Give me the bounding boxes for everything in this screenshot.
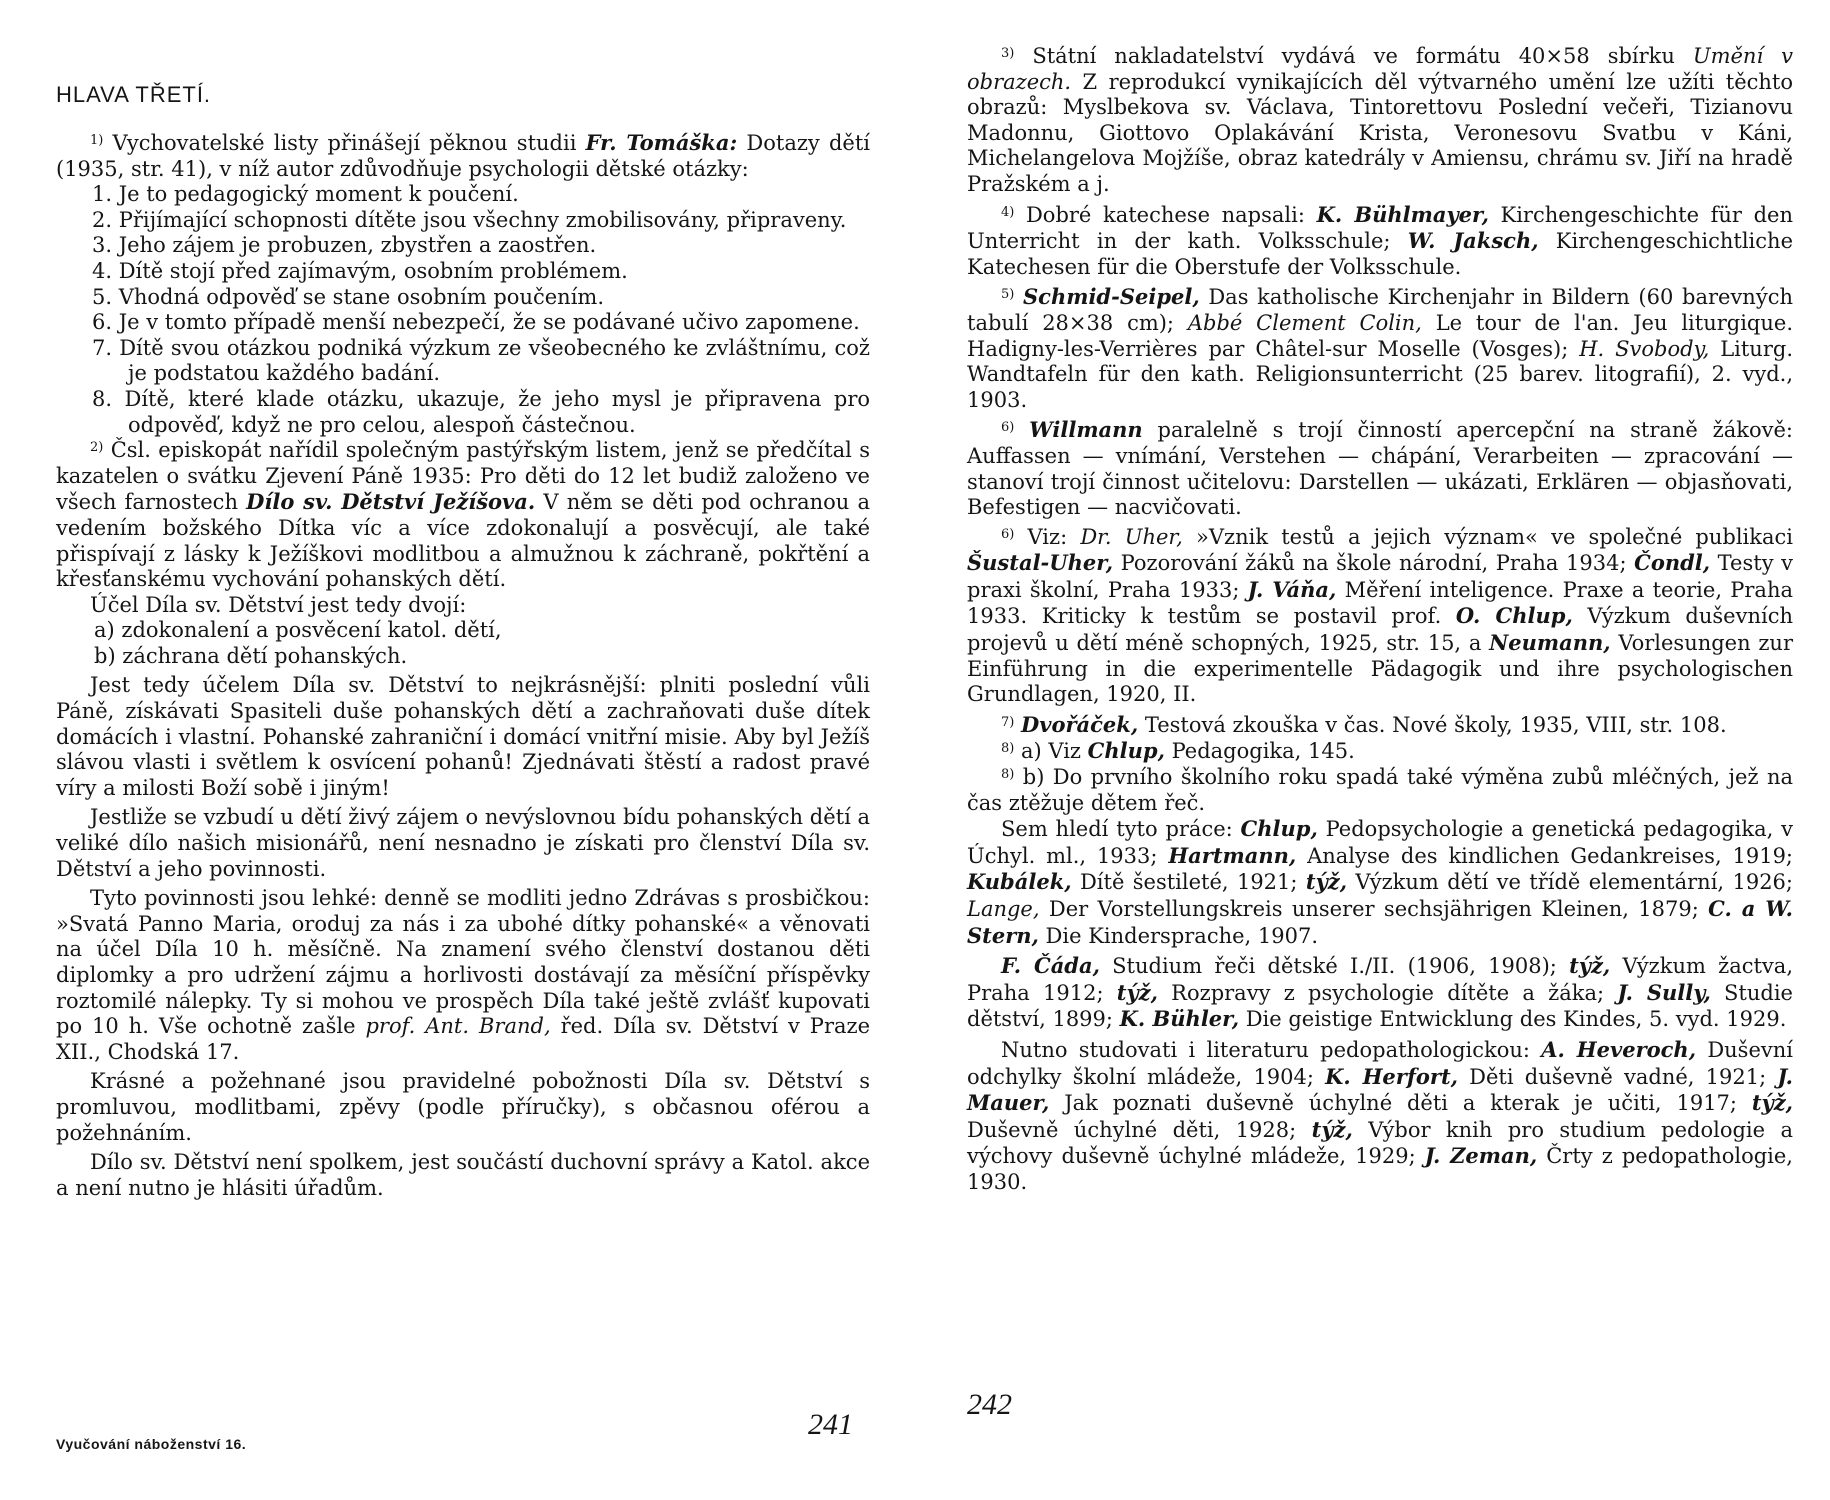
author-name: F. Čáda, [1001,953,1100,979]
numbered-list [56,182,870,438]
footnote-4: $^{4)}$ Dobré katechese napsali: K. Bühlmayer, Kirchengeschichte für den Unterricht in der kath. Volksschule; W. Jaksch, Kirchengeschichtliche Katechesen für die Oberstufe der Volksschule. [967,201,1793,279]
author-name: H. Svobody, [1579,336,1710,361]
author-name: K. Bühler, [1119,1006,1240,1032]
author-name: J. Sully, [1617,979,1711,1005]
footnote-mark: 5) [1001,287,1015,303]
work-title: Umění v obrazech. [967,44,1793,94]
list-item: 3. Jeho zájem je probuzen, zbystřen a zaostřen. [92,233,597,258]
list-item: 5. Vhodná odpověď se stane osobním poučením. [92,284,604,309]
list-item: a) zdokonalení a posvěcení katol. dětí, [94,618,502,643]
footnote-mark: 7) [1001,714,1015,730]
footnote-7: $^{7)}$ Dvořáček, Testová zkouška v čas. Nové školy, 1935, VIII, str. 108. [1001,711,1727,737]
list-item: 2. Přijímající schopnosti dítěte jsou všechny zmobilisovány, připraveny. [92,207,847,232]
author-name: O. Chlup, [1455,603,1573,629]
author-name: Neumann, [1489,630,1611,656]
paragraph-jest: Jest tedy účelem Díla sv. Dětství to nejkrásnější: plniti poslední vůli Páně, získávati Spasiteli duše pohanských dětí a zachraňovati duše dítek domácích i vlastní. Pohanské zahraniční i domácí vnitřní misie. Aby byl Ježíš slávou vlasti i světlem k osvícení pohanů! Zjednávati štěstí a radost pravé víry a milosti Boží sobě i jiným! [56,673,870,800]
author-name: A. Heveroch, [1541,1036,1697,1062]
list-item: 4. Dítě stojí před zajímavým, osobním problémem. [92,258,628,283]
footnote-8b: $^{8)}$ b) Do prvního školního roku spadá také výměna zubů mléčných, jež na čas ztěžuje dětem řeč. [967,765,1793,815]
author-name: J. Zeman, [1424,1143,1538,1169]
list-item: 1. Je to pedagogický moment k poučení. [92,182,519,207]
footnote-mark: 2) [90,440,104,456]
author-name: Kubálek, [967,869,1072,895]
page-number: 241 [808,1408,853,1441]
paragraph-dilo: Dílo sv. Dětství není spolkem, jest součástí duchovní správy a Katol. akce a není nutno je hlásiti úřadům. [56,1150,870,1200]
author-name: Dr. Uher, [1080,524,1183,549]
author-name: J. Váňa, [1247,576,1337,602]
footnote-6a: $^{6)}$ Willmann paralelně s trojí činností apercepční na straně žákově: Auffassen — vnímání, Verstehen — chápání, Verarbeiten — zpracování — stanoví trojí činnost učitelovu: Darstellen — ukázati, Erklären — objasňovati, Befestigen — nacvičovati. [967,417,1793,520]
author-name: Willmann [1029,417,1143,443]
paragraph-krasne: Krásné a požehnané jsou pravidelné pobožnosti Díla sv. Dětství s promluvou, modlitbami, zpěvy (podle příručky), s občasnou oférou a požehnáním. [56,1069,870,1145]
paragraph-tyto: Tyto povinnosti jsou lehké: denně se modliti jedno Zdrávas s prosbičkou: »Svatá Panno Maria, oroduj za nás i za ubohé dítky pohanské« a věnovati na účel Díla 10 h. měsíčně. Na znamení svého členství dostanou děti diplomky a pro udržení zájmu a horlivosti dostávají za měsíční příspěvky roztomilé nálepky. Ty si mohou ve prospěch Díla také ještě zvlášť kupovati po 10 h. Vše ochotně zašle prof. Ant. Brand, řed. Díla sv. Dětství v Praze XII., Chodská 17. [56,886,870,1064]
paragraph-jestlize: Jestliže se vzbudí u dětí živý zájem o nevýslovnou bídu pohanských dětí a veliké dílo našich misionářů, není nesnadno je získati pro členství Díla sv. Dětství a jeho povinnosti. [56,805,870,881]
footnote-mark: 1) [90,133,104,148]
chapter-heading: HLAVA TŘETÍ. [56,82,212,107]
work-title: Dílo sv. Dětství Ježíšova. [246,489,536,515]
page-number: 242 [967,1388,1012,1421]
footnote-2: $^{2)}$ Čsl. episkopát nařídil společným pastýřským listem, jenž se předčítal s kazatelen o svátku Zjevení Páně 1935: Pro děti do 12 let budiž založeno ve všech farnostech Dílo sv. Dětství Ježíšova. V něm se děti pod ochranou a vedením božského Dítka víc a více zdokonalují a posvěcují, ale také přispívají z lásky k Ježíškovi modlitbou a almužnou k záchraně, pokřtění a křesťanskému vychování pohanských dětí. [56,438,870,592]
author-name: Fr. Tomáška: [585,130,738,155]
paragraph-sem: Sem hledí tyto práce: Chlup, Pedopsychologie a genetická pedagogika, v Úchyl. ml., 1933; Hartmann, Analyse des kindlichen Gedankreises, 1919; Kubálek, Dítě šestileté, 1921; týž, Výzkum dětí ve třídě elementární, 1926; Lange, Der Vorstellungskreis unserer sechsjährigen Kleinen, 1879; C. a W. Stern, Die Kindersprache, 1907. [967,816,1794,948]
paragraph-nutno: Nutno studovati i literaturu pedopathologickou: A. Heveroch, Duševní odchylky školní mládeže, 1904; K. Herfort, Děti duševně vadné, 1921; J. Mauer, Jak poznati duševně úchylné děti a kterak je učiti, 1917; týž, Duševně úchylné děti, 1928; týž, Výbor knih pro studium pedologie a výchovy duševně úchylné mládeže, 1929; J. Zeman, Črty z pedopathologie, 1930. [967,1036,1793,1194]
footnote-8a: $^{8)}$ a) Viz Chlup, Pedagogika, 145. [1001,738,1355,764]
author-name: týž, [1305,869,1348,895]
author-name: týž, [1569,953,1611,979]
footnote-mark: 8) [1001,741,1015,757]
author-name: týž, [1311,1116,1353,1142]
footnote-mark: 6) [1001,526,1015,542]
list-item: b) záchrana dětí pohanských. [94,643,408,668]
author-name: K. Herfort, [1325,1063,1458,1089]
footnote-5: $^{5)}$ Schmid-Seipel, Das katholische Kirchenjahr in Bildern (60 barevných tabulí 28×38 cm); Abbé Clement Colin, Le tour de l'an. Jeu liturgique. Hadigny-les-Verrières par Châtel-sur Moselle (Vosges); H. Svobody, Liturg. Wandtafeln für den kath. Religionsunterricht (25 barev. litografií), 2. vyd., 1903. [967,284,1793,412]
paragraph-cada: F. Čáda, Studium řeči dětské I./II. (1906, 1908); týž, Výzkum žactva, Praha 1912; týž, Rozpravy z psychologie dítěte a žáka; J. Sully, Studie dětství, 1899; K. Bühler, Die geistige Entwicklung des Kindes, 5. vyd. 1929. [967,953,1793,1032]
author-name: Abbé Clement Colin, [1187,310,1422,335]
footnote-3: $^{3)}$ Státní nakladatelství vydává ve formátu 40×58 sbírku Umění v obrazech. Z reprodukcí vynikajících děl výtvarného umění lze užíti těchto obrazů: Myslbekova sv. Václava, Tintorettovu Poslední večeři, Tizianovu Madonnu, Giottovo Oplakávání Krista, Veronesovu Svatbu v Káni, Michelangelova Mojžíše, obraz katedrály v Amiensu, chrámu sv. Jiří na hradě Pražském a j. [967,44,1793,196]
author-name: týž, [1751,1090,1793,1116]
list-item: 6. Je v tomto případě menší nebezpečí, že se podávané učivo zapomene. [92,310,860,335]
author-name: K. Bühlmayer, [1316,201,1489,227]
page-footer-note: Vyučování náboženství 16. [56,1436,247,1452]
author-name: Dvořáček, [1021,711,1139,737]
list-item: 8. Dítě, které klade otázku, ukazuje, že jeho mysl je připravena pro odpověď, když ne pro celou, alespoň částečnou. [92,386,870,437]
author-name: Chlup, [1240,816,1318,842]
author-name: Chlup, [1087,738,1165,764]
footnote-mark: 4) [1001,204,1015,220]
author-name: J. Mauer, [967,1063,1793,1116]
author-name: Hartmann, [1168,842,1297,868]
author-name: prof. Ant. Brand, [365,1014,551,1039]
author-name: Schmid-Seipel, [1023,284,1200,310]
footnote-mark: 3) [1001,46,1015,61]
footnote-6b: $^{6)}$ Viz: Dr. Uher, »Vznik testů a jejich význam« ve společné publikaci Šustal-Uher, Pozorování žáků na škole národní, Praha 1934; Čondl, Testy v praxi školní, Praha 1933; J. Váňa, Měření inteligence. Praxe a teorie, Praha 1933. Kriticky k testům se postavil prof. O. Chlup, Výzkum duševních projevů u dětí méně schopných, 1925, str. 15, a Neumann, Vorlesungen zur Einführung in die experimentelle Pädagogik und ihre psychologischen Grundlagen, 1920, II. [967,524,1794,707]
footnote-mark: 6) [1001,420,1015,436]
paragraph-ucel: Účel Díla sv. Dětství jest tedy dvojí: [90,592,467,617]
footnote-1: $^{1)}$ Vychovatelské listy přinášejí pěknou studii Fr. Tomáška: Dotazy dětí (1935, str. 41), v níž autor zdůvodňuje psychologii dětské otázky: [56,130,870,181]
author-name: C. a W. Stern, [967,896,1793,948]
list-item: 7. Dítě svou otázkou podniká výzkum ze všeobecného ke zvláštnímu, což je podstatou každého badání. [92,335,870,386]
right-text-column [967,44,1793,1196]
author-name: Čondl, [1634,550,1711,576]
author-name: týž, [1116,979,1158,1005]
author-name: Lange, [967,897,1040,921]
author-name: W. Jaksch, [1407,228,1539,254]
author-name: Šustal-Uher, [967,550,1114,576]
right-page [915,0,1830,1500]
left-text-column [56,130,870,1201]
footnote-mark: 8) [1001,767,1015,783]
